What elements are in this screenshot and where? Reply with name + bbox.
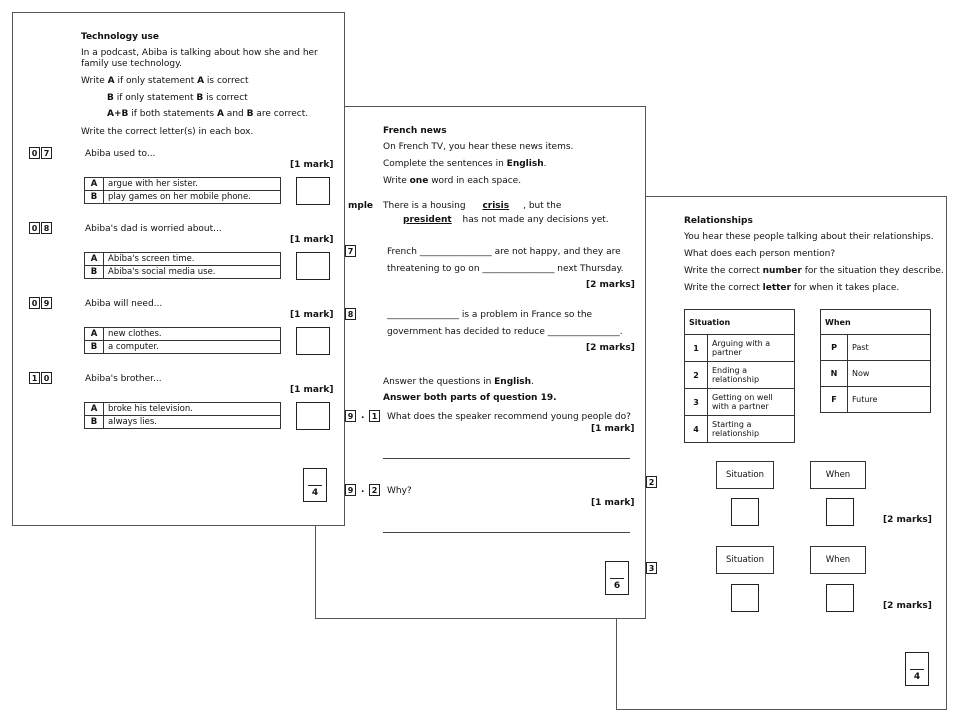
instruction-b: B if only statement B is correct <box>107 93 248 103</box>
question-stem: Abiba's dad is worried about... <box>85 224 222 234</box>
instruction-both-parts: Answer both parts of question 19. <box>383 393 557 403</box>
example-line-1: There is a housing crisis , but the <box>383 201 562 211</box>
option-text: Abiba's social media use. <box>104 266 281 279</box>
number-separator: . <box>361 485 365 495</box>
marks-label: [2 marks] <box>586 280 635 290</box>
q19-1-text: What does the speaker recommend young people do? <box>387 412 631 422</box>
situation-text: Arguing with a partner <box>708 335 795 362</box>
marks-label: [2 marks] <box>586 343 635 353</box>
situation-number: 4 <box>685 416 708 443</box>
answer-box-09[interactable] <box>296 327 330 355</box>
question-stem: Abiba used to... <box>85 149 156 159</box>
situation-text: Getting on well with a partner <box>708 389 795 416</box>
option-letter: A <box>85 178 104 191</box>
option-letter: A <box>85 253 104 266</box>
situation-number: 2 <box>685 362 708 389</box>
answer-box-when[interactable] <box>826 498 854 526</box>
options-table <box>84 402 281 429</box>
option-letter: A <box>85 328 104 341</box>
options-table <box>84 327 281 354</box>
when-text: Past <box>848 335 931 361</box>
page-total-box: 4 <box>905 652 929 686</box>
marks-label: [1 mark] <box>290 385 334 395</box>
question-number-b: 3 <box>646 562 658 574</box>
question-number-07: 0 7 <box>29 147 53 159</box>
q17-line-1: French ________________ are not happy, and they are <box>387 247 621 257</box>
situation-text: Starting a relationship <box>708 416 795 443</box>
options-table <box>84 177 281 204</box>
intro-text: On French TV, you hear these news items. <box>383 142 574 152</box>
sub-question-number: 1 <box>369 410 381 422</box>
situation-number: 1 <box>685 335 708 362</box>
page-total-box: 6 <box>605 561 629 595</box>
marks-label: [1 mark] <box>290 310 334 320</box>
question-number-a: 2 <box>646 476 658 488</box>
question-number-08: 0 8 <box>29 222 53 234</box>
question-number-19-2: 9 <box>345 484 357 496</box>
when-letter: F <box>821 387 848 413</box>
option-letter: B <box>85 191 104 204</box>
situation-number: 3 <box>685 389 708 416</box>
instruction-one-word: Write one word in each space. <box>383 176 522 186</box>
instruction-answer-english: Answer the questions in English. <box>383 377 534 387</box>
when-text: Now <box>848 361 931 387</box>
marks-label: [1 mark] <box>591 424 635 434</box>
answer-line[interactable] <box>383 458 630 459</box>
option-text: broke his television. <box>104 403 281 416</box>
section-heading: Technology use <box>81 32 159 42</box>
situation-text: Ending a relationship <box>708 362 795 389</box>
answer-box-when[interactable] <box>826 584 854 612</box>
when-letter: P <box>821 335 848 361</box>
question-number-10: 1 0 <box>29 372 53 384</box>
option-letter: B <box>85 266 104 279</box>
option-text: a computer. <box>104 341 281 354</box>
situation-label: Situation <box>716 546 774 574</box>
option-text: Abiba's screen time. <box>104 253 281 266</box>
intro-text: You hear these people talking about their relationships. <box>684 232 934 242</box>
answer-line[interactable] <box>383 532 630 533</box>
answer-box-situation[interactable] <box>731 584 759 612</box>
option-letter: B <box>85 341 104 354</box>
section-heading: French news <box>383 126 447 136</box>
option-text: argue with her sister. <box>104 178 281 191</box>
answer-box-07[interactable] <box>296 177 330 205</box>
q18-line-1: ________________ is a problem in France so the <box>387 310 593 320</box>
option-text: always lies. <box>104 416 281 429</box>
when-label: When <box>810 461 866 489</box>
when-table <box>820 309 931 413</box>
question-text: What does each person mention? <box>684 249 836 259</box>
intro-text: In a podcast, Abiba is talking about how she and her family use technology. <box>81 48 318 69</box>
option-letter: B <box>85 416 104 429</box>
exam-page-french-news <box>315 106 646 619</box>
page-total-box: 4 <box>303 468 327 502</box>
exam-page-relationships <box>616 196 947 710</box>
option-text: play games on her mobile phone. <box>104 191 281 204</box>
q18-line-2: government has decided to reduce ________________. <box>387 327 623 337</box>
instruction-write-letters: Write the correct letter(s) in each box. <box>81 127 254 137</box>
instruction-number: Write the correct number for the situation they describe. <box>684 266 944 276</box>
example-label: mple <box>348 201 374 211</box>
section-heading: Relationships <box>684 216 753 226</box>
instruction-a: Write A if only statement A is correct <box>81 76 249 86</box>
question-stem: Abiba will need... <box>85 299 163 309</box>
marks-label: [2 marks] <box>883 515 932 525</box>
marks-label: [1 mark] <box>290 160 334 170</box>
when-text: Future <box>848 387 931 413</box>
situation-header: Situation <box>685 310 795 335</box>
option-text: new clothes. <box>104 328 281 341</box>
when-label: When <box>810 546 866 574</box>
example-line-2: president has not made any decisions yet. <box>403 215 609 225</box>
instruction-ab: A+B if both statements A and B are correct. <box>107 109 309 119</box>
number-separator: . <box>361 411 365 421</box>
marks-label: [2 marks] <box>883 601 932 611</box>
q17-line-2: threatening to go on ________________ next Thursday. <box>387 264 624 274</box>
question-number-19-1: 9 <box>345 410 357 422</box>
q19-2-text: Why? <box>387 486 412 496</box>
situation-label: Situation <box>716 461 774 489</box>
answer-box-situation[interactable] <box>731 498 759 526</box>
when-header: When <box>821 310 931 335</box>
option-letter: A <box>85 403 104 416</box>
exam-page-technology-use <box>12 12 345 526</box>
instruction-letter: Write the correct letter for when it takes place. <box>684 283 900 293</box>
answer-box-08[interactable] <box>296 252 330 280</box>
question-stem: Abiba's brother... <box>85 374 162 384</box>
marks-label: [1 mark] <box>591 498 635 508</box>
marks-label: [1 mark] <box>290 235 334 245</box>
question-number-17: 7 <box>345 245 357 257</box>
question-number-18: 8 <box>345 308 357 320</box>
sub-question-number: 2 <box>369 484 381 496</box>
options-table <box>84 252 281 279</box>
situation-table <box>684 309 795 443</box>
answer-box-10[interactable] <box>296 402 330 430</box>
instruction-complete: Complete the sentences in English. <box>383 159 547 169</box>
when-letter: N <box>821 361 848 387</box>
question-number-09: 0 9 <box>29 297 53 309</box>
